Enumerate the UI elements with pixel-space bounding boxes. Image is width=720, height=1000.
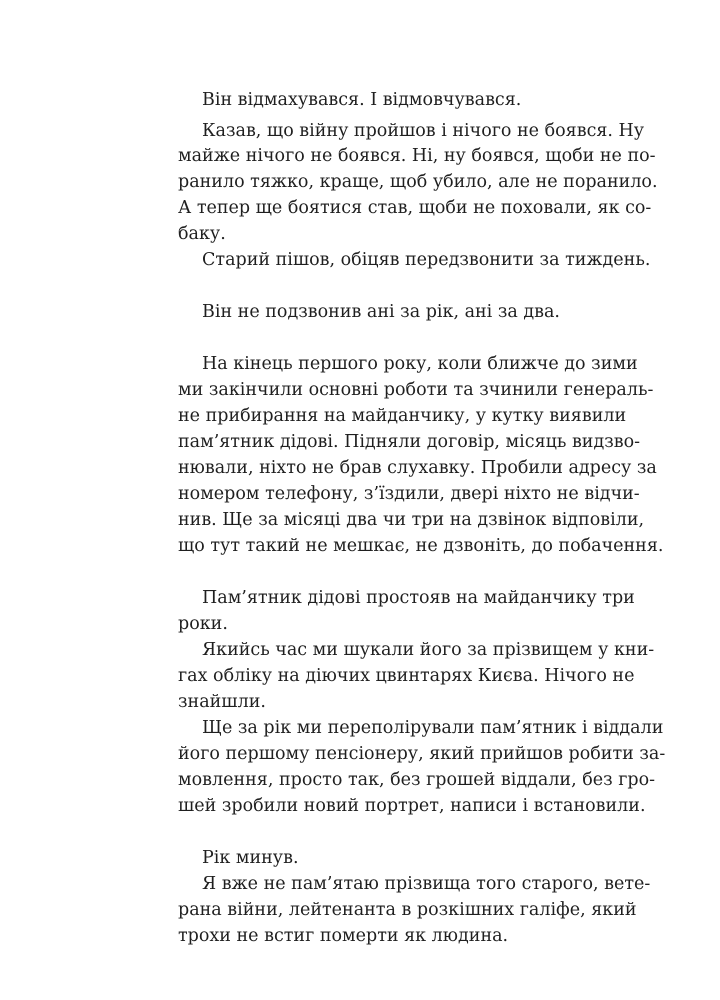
paragraph-line: роки. — [178, 614, 228, 634]
paragraph-line: Рік минув. — [202, 848, 299, 868]
paragraph-line: Він не подзвонив ані за рік, ані за два. — [202, 302, 560, 322]
paragraph-line: гах обліку на діючих цвинтарях Києва. Нічого не — [178, 666, 635, 686]
paragraph-line: А тепер ще боятися став, щоби не поховали, як со- — [178, 198, 652, 218]
paragraph-line: майже нічого не боявся. Ні, ну боявся, щоби не по- — [178, 146, 656, 166]
paragraph-line: ранило тяжко, краще, щоб убило, але не поранило. — [178, 172, 658, 192]
paragraph-line: Старий пішов, обіцяв передзвонити за тиждень. — [202, 250, 651, 270]
paragraph-line: трохи не встиг померти як людина. — [178, 926, 509, 946]
paragraph-line: Він відмахувався. І відмовчувався. — [202, 90, 522, 110]
paragraph-line: Ще за рік ми переполірували пам’ятник і віддали — [202, 718, 664, 738]
paragraph-line: що тут такий не мешкає, не дзвоніть, до побачення. — [178, 536, 664, 556]
paragraph-line: мовлення, просто так, без грошей віддали, без гро- — [178, 770, 656, 790]
paragraph-line: Казав, що війну пройшов і нічого не боявся. Ну — [202, 121, 645, 141]
paragraph-line: ми закінчили основні роботи та зчинили генераль- — [178, 380, 654, 400]
paragraph-line: шей зробили новий портрет, написи і встановили. — [178, 796, 646, 816]
paragraph-line: Пам’ятник дідові простояв на майданчику три — [202, 588, 635, 608]
paragraph-line: його першому пенсіонеру, який прийшов робити за- — [178, 744, 666, 764]
paragraph-line: Якийсь час ми шукали його за прізвищем у кни- — [202, 640, 655, 660]
paragraph-line: не прибирання на майданчику, у кутку виявили — [178, 406, 627, 426]
paragraph-line: Я вже не пам’ятаю прізвища того старого, вете- — [202, 874, 651, 894]
paragraph-line: знайшли. — [178, 692, 266, 712]
paragraph-line: нив. Ще за місяці два чи три на дзвінок відповіли, — [178, 510, 645, 530]
paragraph-line: номером телефону, з’їздили, двері ніхто не відчи- — [178, 484, 640, 504]
paragraph-line: баку. — [178, 224, 226, 244]
paragraph-line: пам’ятник дідові. Підняли договір, місяць видзво- — [178, 432, 641, 452]
paragraph-line: нювали, ніхто не брав слухавку. Пробили адресу за — [178, 458, 657, 478]
paragraph-line: На кінець першого року, коли ближче до зими — [202, 354, 638, 374]
paragraph-line: рана війни, лейтенанта в розкішних галіфе, який — [178, 900, 637, 920]
